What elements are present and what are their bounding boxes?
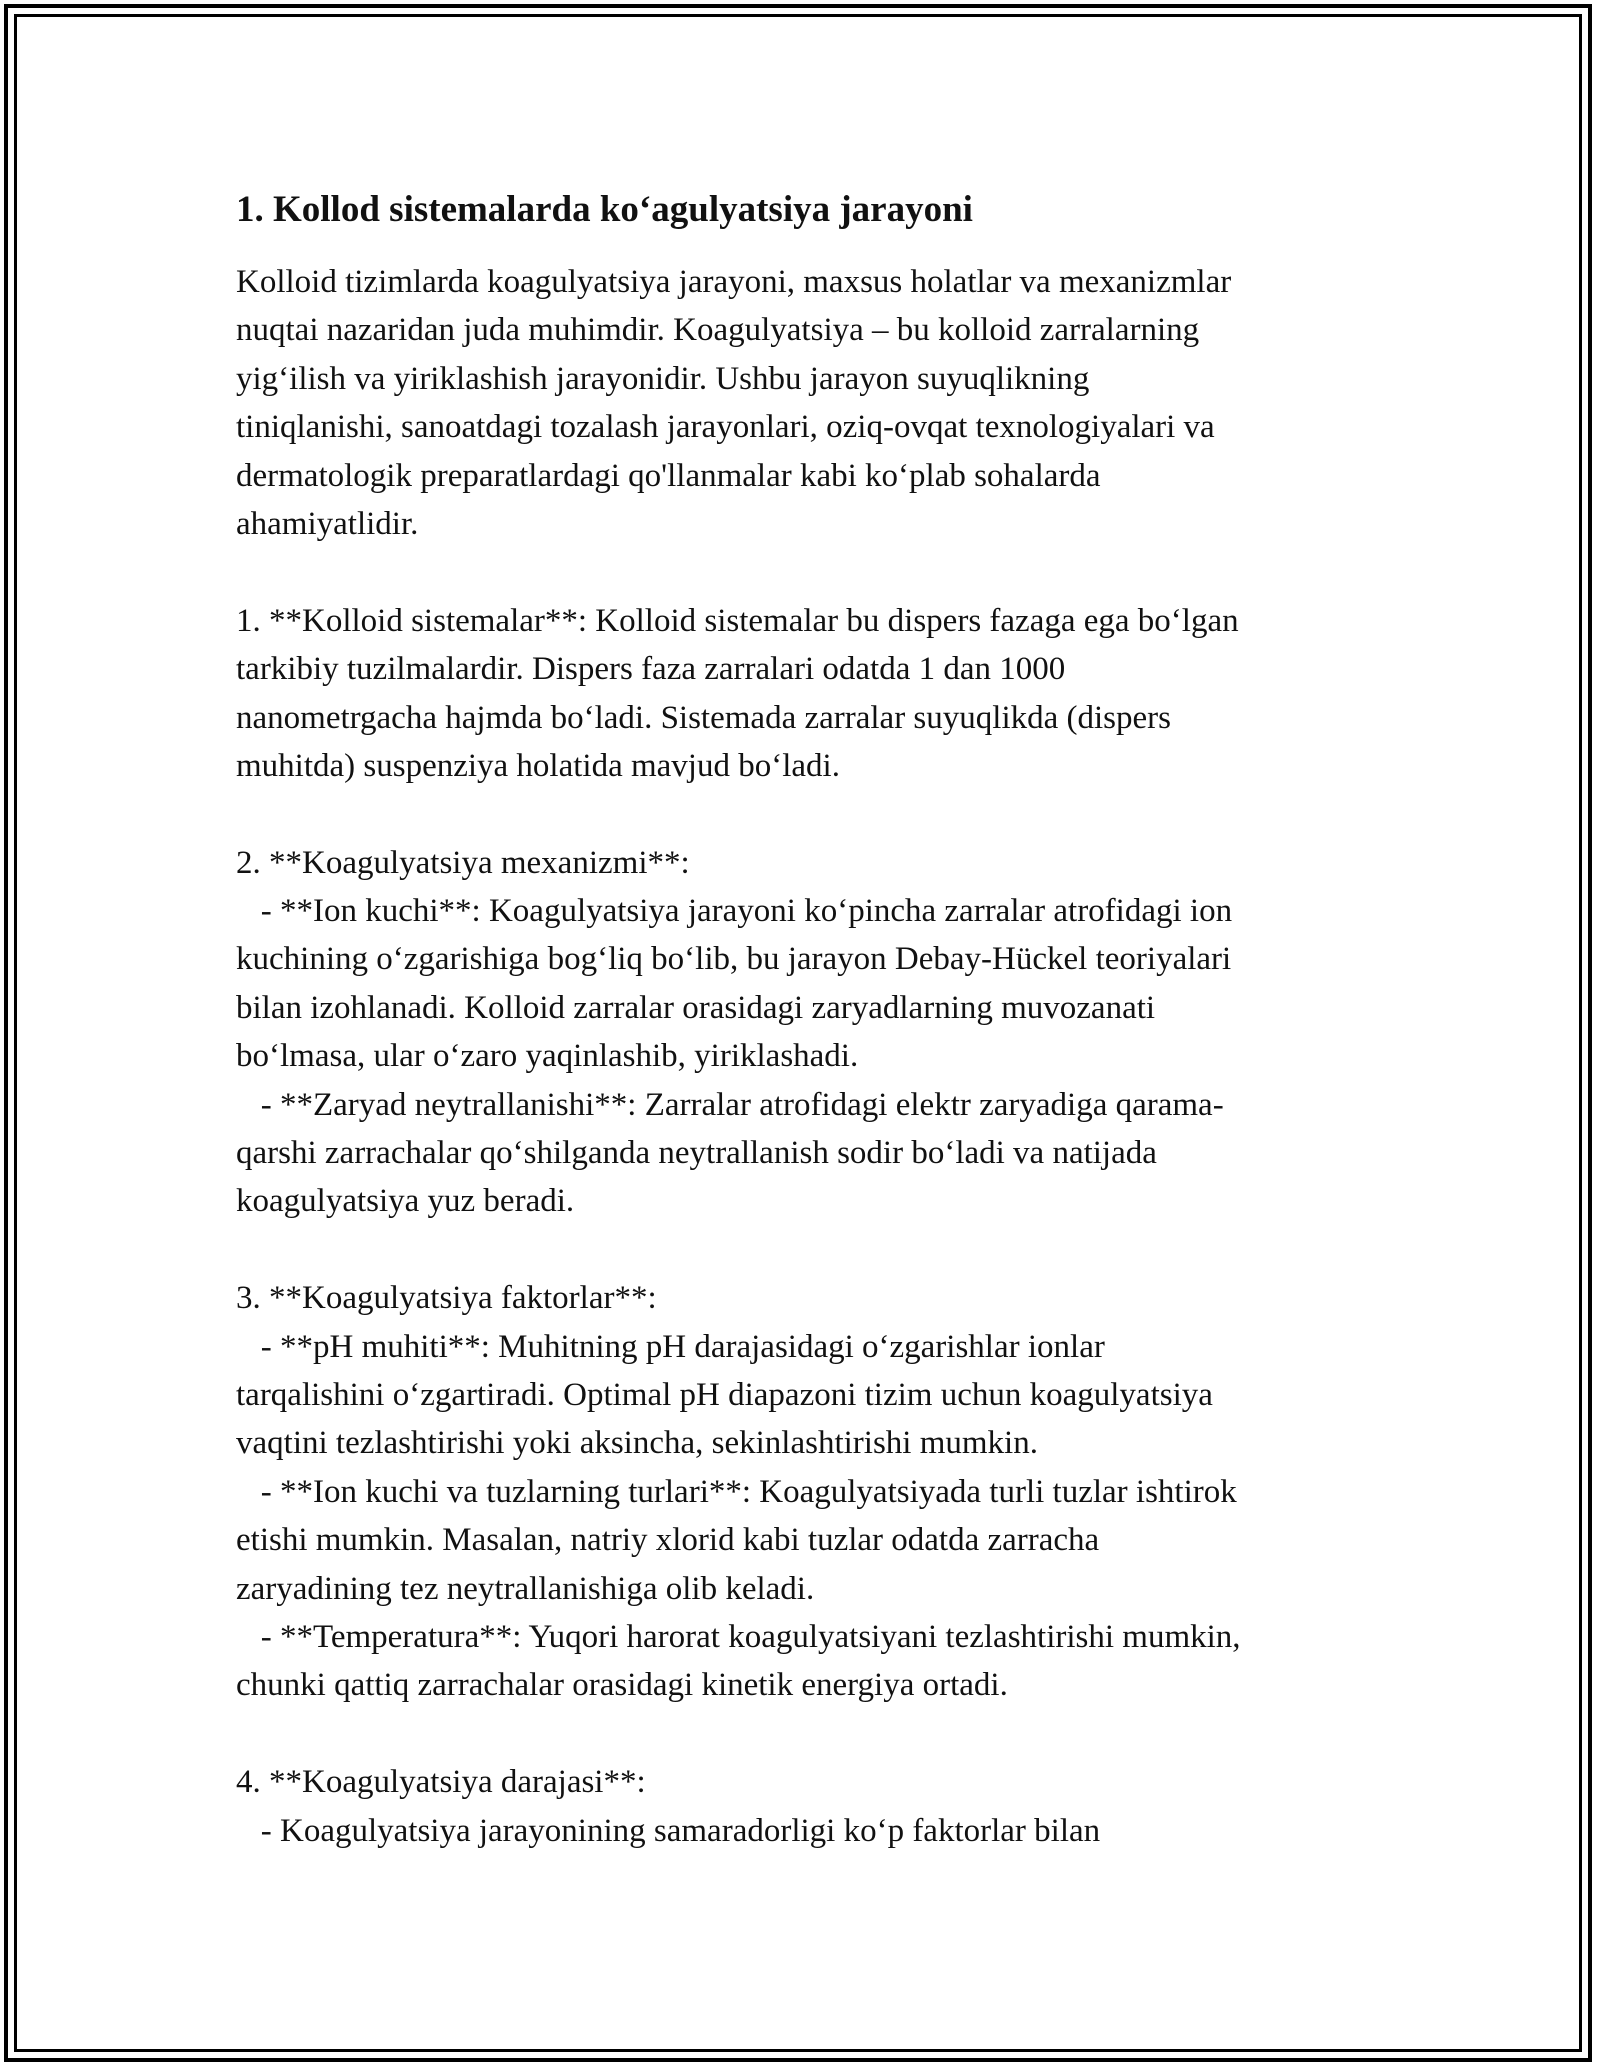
text-line: zaryadining tez neytrallanishiga olib keladi. [236,1570,815,1607]
text-line: muhitda) suspenziya holatida mavjud bo‘ladi. [236,747,840,784]
text-line: tarqalishini o‘zgartiradi. Optimal pH diapazoni tizim uchun koagulyatsiya [236,1376,1213,1413]
text-line: bilan izohlanadi. Kolloid zarralar orasidagi zaryadlarning muvozanati [236,989,1156,1026]
text-line: qarshi zarrachalar qo‘shilganda neytrallanish sodir bo‘ladi va natijada [236,1135,1157,1172]
text-line: nanometrgacha hajmda bo‘ladi. Sistemada zarralar suyuqlikda (dispers [236,699,1171,736]
text-line: chunki qattiq zarrachalar orasidagi kinetik energiya ortadi. [236,1667,1008,1704]
text-line: 2. **Koagulyatsiya mexanizmi**: [236,844,690,881]
text-line: Kolloid tizimlarda koagulyatsiya jarayoni, maxsus holatlar va mexanizmlar [236,264,1232,300]
text-line: - Koagulyatsiya jarayonining samaradorligi ko‘p faktorlar bilan [236,1812,1101,1849]
text-line: vaqtini tezlashtirishi yoki aksincha, sekinlashtirishi mumkin. [236,1425,1038,1462]
text-line: kuchining o‘zgarishiga bog‘liq bo‘lib, bu jarayon Debay-Hückel teoriyalari [236,941,1232,978]
text-line: - **Ion kuchi va tuzlarning turlari**: Koagulyatsiyada turli tuzlar ishtirok [236,1473,1237,1510]
text-line: - **pH muhiti**: Muhitning pH darajasidagi o‘zgarishlar ionlar [236,1328,1105,1365]
document-body [236,186,1386,1855]
text-line: ahamiyatlidir. [236,505,419,542]
text-line: yig‘ilish va yiriklashish jarayonidir. Ushbu jarayon suyuqlikning [236,360,1090,397]
text-line: 4. **Koagulyatsiya darajasi**: [236,1764,646,1801]
text-line: etishi mumkin. Masalan, natriy xlorid kabi tuzlar odatda zarracha [236,1522,1100,1559]
blank-line [236,790,1386,838]
text-line: tiniqlanishi, sanoatdagi tozalash jarayonlari, oziq-ovqat texnologiyalari va [236,409,1215,446]
section-heading: 1. Kollod sistemalarda ko‘agulyatsiya jarayoni [236,189,973,230]
text-line: - **Zaryad neytrallanishi**: Zarralar atrofidagi elektr zaryadiga qarama- [236,1086,1224,1123]
text-line: dermatologik preparatlardagi qo'llanmalar kabi ko‘plab sohalarda [236,457,1101,494]
blank-line [236,548,1386,596]
text-line: koagulyatsiya yuz beradi. [236,1183,575,1220]
text-line: nuqtai nazaridan juda muhimdir. Koagulyatsiya – bu kolloid zarralarning [236,312,1200,349]
text-line: tarkibiy tuzilmalardir. Dispers faza zarralari odatda 1 dan 1000 [236,651,1066,688]
text-line: - **Ion kuchi**: Koagulyatsiya jarayoni ko‘pincha zarralar atrofidagi ion [236,893,1233,930]
text-line: 1. **Kolloid sistemalar**: Kolloid sistemalar bu dispers fazaga ega bo‘lgan [236,602,1239,639]
blank-line [236,1226,1386,1274]
text-line: 3. **Koagulyatsiya faktorlar**: [236,1280,657,1317]
text-block [236,258,1386,1855]
text-line: bo‘lmasa, ular o‘zaro yaqinlashib, yiriklashadi. [236,1038,859,1075]
text-line: - **Temperatura**: Yuqori harorat koagulyatsiyani tezlashtirishi mumkin, [236,1618,1241,1655]
blank-line [236,1710,1386,1758]
